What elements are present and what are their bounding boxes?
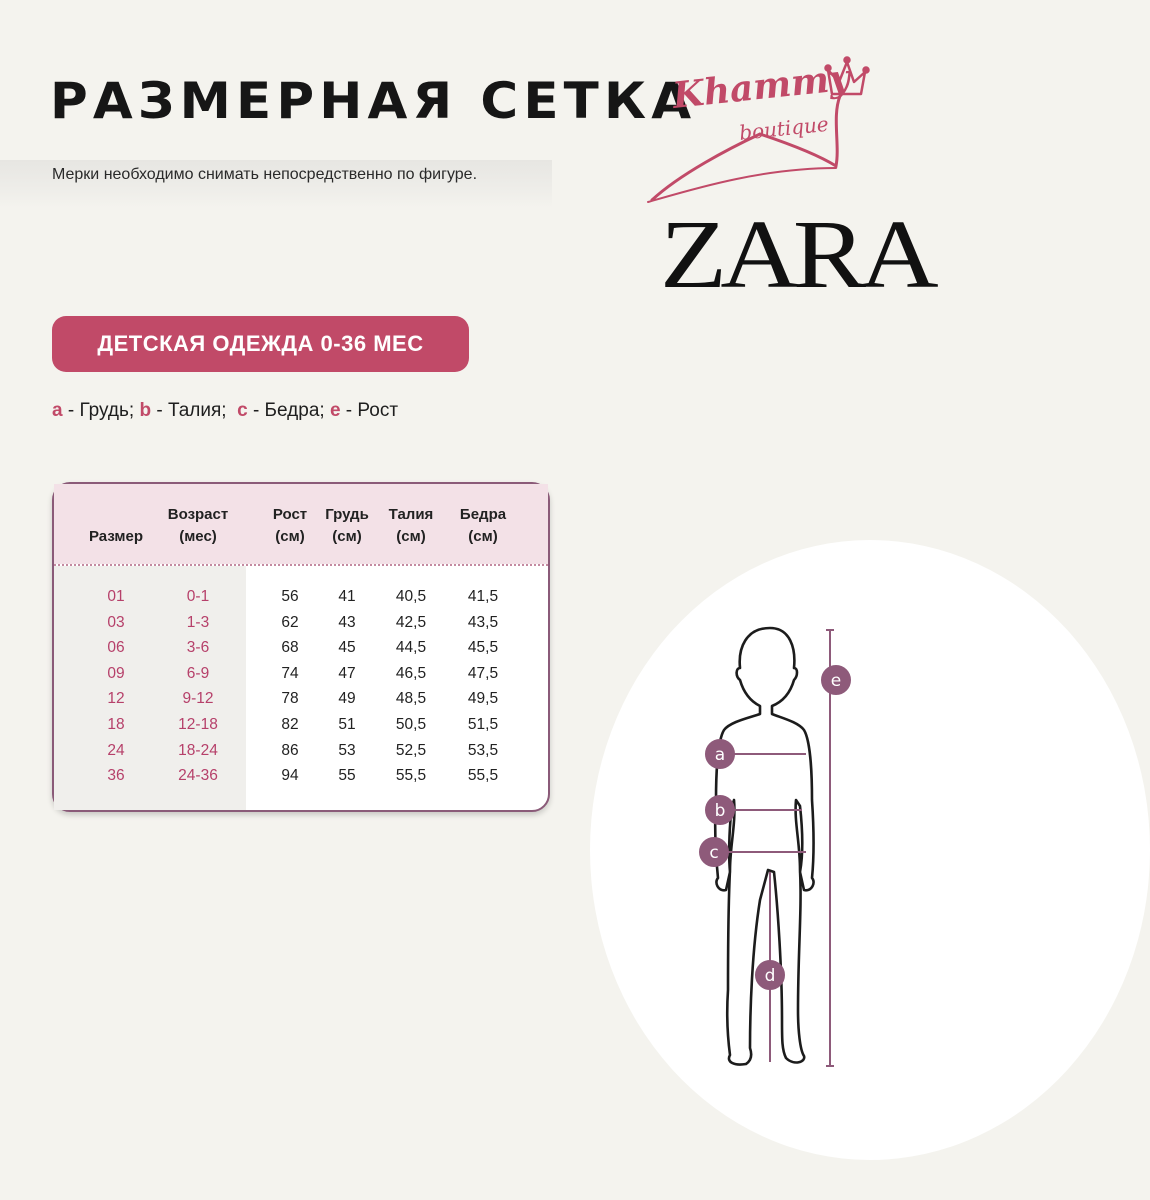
header-size — [71, 504, 161, 548]
cell-size: 12 — [107, 690, 125, 708]
measurement-note: Мерки необходимо снимать непосредственно по фигуре. — [52, 166, 478, 183]
cell-hips: 41,5 — [467, 588, 499, 605]
header-hips-line2: (см) — [468, 528, 498, 545]
cell-height: 56 — [281, 588, 299, 605]
cell-hips: 43,5 — [467, 613, 499, 631]
child-silhouette-icon — [715, 628, 813, 1065]
khammy-wordmark: Khammy — [670, 56, 852, 117]
cell-waist: 40,5 — [395, 588, 427, 605]
cell-hips: 47,5 — [467, 664, 499, 682]
cell-height: 68 — [281, 639, 299, 657]
category-badge: ДЕТСКАЯ ОДЕЖДА 0-36 МЕС — [52, 316, 469, 372]
cell-chest: 49 — [338, 690, 356, 708]
cell-age: 0-1 — [186, 588, 210, 605]
cell-chest: 51 — [338, 716, 356, 733]
cell-size: 36 — [107, 767, 125, 785]
cell-height: 82 — [281, 716, 299, 733]
cell-size: 03 — [107, 613, 125, 631]
header-size-line1 — [71, 504, 161, 526]
header-height-line2: (см) — [275, 528, 305, 545]
page-title: РАЗМЕРНАЯ СЕТКА — [50, 72, 697, 130]
cell-chest: 47 — [338, 664, 356, 682]
header-age — [153, 504, 243, 548]
cell-hips: 55,5 — [467, 767, 499, 785]
header-age-line2: (мес) — [179, 528, 217, 545]
cell-waist: 44,5 — [395, 639, 427, 657]
cell-waist: 52,5 — [395, 741, 427, 759]
legend-text-b: - Талия; — [151, 400, 238, 421]
cell-hips: 51,5 — [467, 716, 499, 733]
header-waist-line1: Талия — [388, 506, 434, 523]
header-hips — [448, 504, 518, 548]
legend-text-e: - Рост — [340, 400, 399, 421]
header-age-line1: Возраст — [167, 506, 229, 523]
cell-waist: 42,5 — [395, 613, 427, 631]
boutique-wordmark: boutique — [738, 111, 830, 145]
header-hips-line1: Бедра — [459, 506, 507, 523]
cell-waist: 48,5 — [395, 690, 427, 708]
cell-size: 01 — [107, 588, 125, 605]
hanger-bar-icon — [648, 168, 836, 202]
header-waist-line2: (см) — [396, 528, 426, 545]
cell-age: 3-6 — [186, 639, 210, 657]
figure-backdrop — [590, 540, 1150, 1160]
cell-height: 94 — [281, 767, 299, 785]
khammy-boutique-logo — [640, 56, 880, 206]
cell-height: 86 — [281, 741, 299, 759]
cell-height: 78 — [281, 690, 299, 708]
measurement-legend — [52, 400, 398, 422]
legend-key-c: c — [237, 400, 248, 421]
cell-chest: 45 — [338, 639, 356, 657]
cell-height: 74 — [281, 664, 299, 682]
header-chest-line2: (см) — [332, 528, 362, 545]
cell-hips: 49,5 — [467, 690, 499, 708]
header-height-line1: Рост — [272, 506, 308, 523]
header-chest — [317, 504, 377, 548]
cell-age: 12-18 — [178, 716, 218, 733]
cell-age: 18-24 — [178, 741, 218, 759]
header-chest-line1: Грудь — [325, 506, 369, 523]
cell-size: 06 — [107, 639, 125, 657]
marker-c-label: c — [709, 843, 719, 863]
cell-waist: 46,5 — [395, 664, 427, 682]
size-table — [52, 482, 550, 812]
cell-chest: 53 — [338, 741, 356, 759]
marker-e-label: e — [830, 671, 842, 691]
cell-size: 24 — [107, 741, 125, 759]
legend-key-e: e — [329, 400, 341, 421]
cell-chest: 55 — [338, 767, 356, 785]
cell-waist: 50,5 — [395, 716, 427, 733]
marker-b-label: b — [714, 801, 726, 821]
marker-d-label: d — [764, 966, 776, 986]
marker-a-label: a — [714, 745, 726, 765]
cell-chest: 41 — [338, 588, 356, 605]
cell-waist: 55,5 — [395, 767, 427, 785]
legend-key-a: a — [52, 400, 63, 421]
cell-size: 09 — [107, 664, 125, 682]
cell-height: 62 — [281, 613, 299, 631]
cell-age: 6-9 — [186, 664, 210, 682]
legend-text-c: - Бедра; — [247, 400, 330, 421]
cell-age: 24-36 — [178, 767, 218, 785]
header-size-line2: Размер — [88, 528, 144, 545]
legend-key-b: b — [139, 400, 152, 421]
zara-logo: ZARA — [660, 201, 932, 309]
header-waist — [379, 504, 443, 548]
cell-chest: 43 — [338, 613, 356, 631]
child-figure-diagram — [690, 610, 860, 1080]
cell-hips: 45,5 — [467, 639, 499, 657]
measurement-markers — [700, 630, 850, 1066]
legend-text-a: - Грудь; — [62, 400, 140, 421]
cell-age: 9-12 — [182, 690, 214, 708]
cell-hips: 53,5 — [467, 741, 499, 759]
cell-size: 18 — [107, 716, 125, 733]
header-height — [260, 504, 320, 548]
cell-age: 1-3 — [186, 613, 210, 631]
